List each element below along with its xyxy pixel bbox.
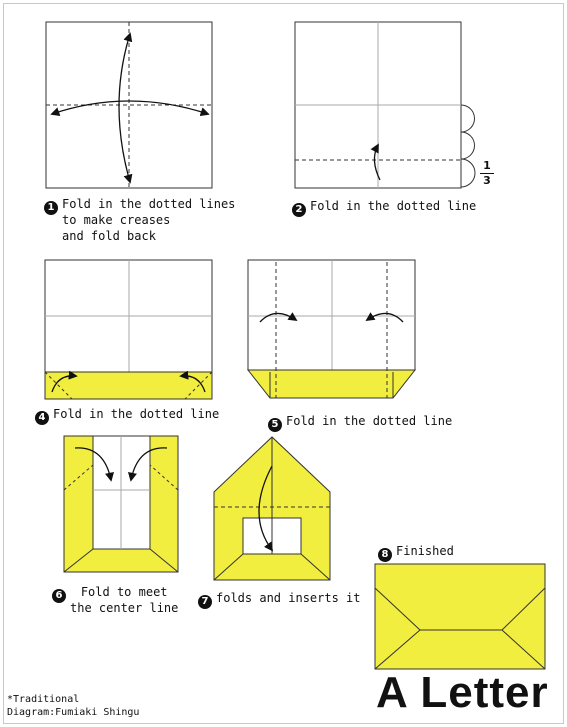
step6-text: Fold to meet the center line <box>70 585 179 615</box>
fraction-numerator: 1 <box>483 159 491 172</box>
credit-traditional: *Traditional <box>7 694 80 705</box>
step8-caption <box>378 543 454 562</box>
step2-figure <box>295 22 475 188</box>
step5-figure <box>248 260 415 398</box>
step2-text: Fold in the dotted line <box>310 199 477 213</box>
step7-number: 7 <box>198 595 212 609</box>
step8-figure <box>375 564 545 669</box>
step5-text: Fold in the dotted line <box>286 414 453 428</box>
fraction-denominator: 3 <box>483 174 491 187</box>
credit-author: Diagram:Fumiaki Shingu <box>7 707 140 718</box>
page-title: A Letter <box>376 668 549 717</box>
step1-figure <box>46 22 212 188</box>
step4-number: 4 <box>35 411 49 425</box>
step1-text: Fold in the dotted lines to make creases and fold back <box>62 197 236 243</box>
step6-number: 6 <box>52 589 66 603</box>
step4-text: Fold in the dotted line <box>53 407 220 421</box>
step2-caption <box>292 198 476 217</box>
fraction-one-third <box>480 160 494 187</box>
step1-number: 1 <box>44 201 58 215</box>
step1-caption <box>44 196 235 244</box>
step5-number: 5 <box>268 418 282 432</box>
step5-caption <box>268 413 452 432</box>
step4-caption <box>35 406 219 425</box>
step7-caption <box>198 590 361 609</box>
step4-figure <box>45 260 212 399</box>
step8-text: Finished <box>396 544 454 558</box>
step7-figure <box>214 437 330 580</box>
step2-number: 2 <box>292 203 306 217</box>
step6-figure <box>64 436 178 572</box>
step8-number: 8 <box>378 548 392 562</box>
step6-caption <box>52 584 178 616</box>
step7-text: folds and inserts it <box>216 591 361 605</box>
